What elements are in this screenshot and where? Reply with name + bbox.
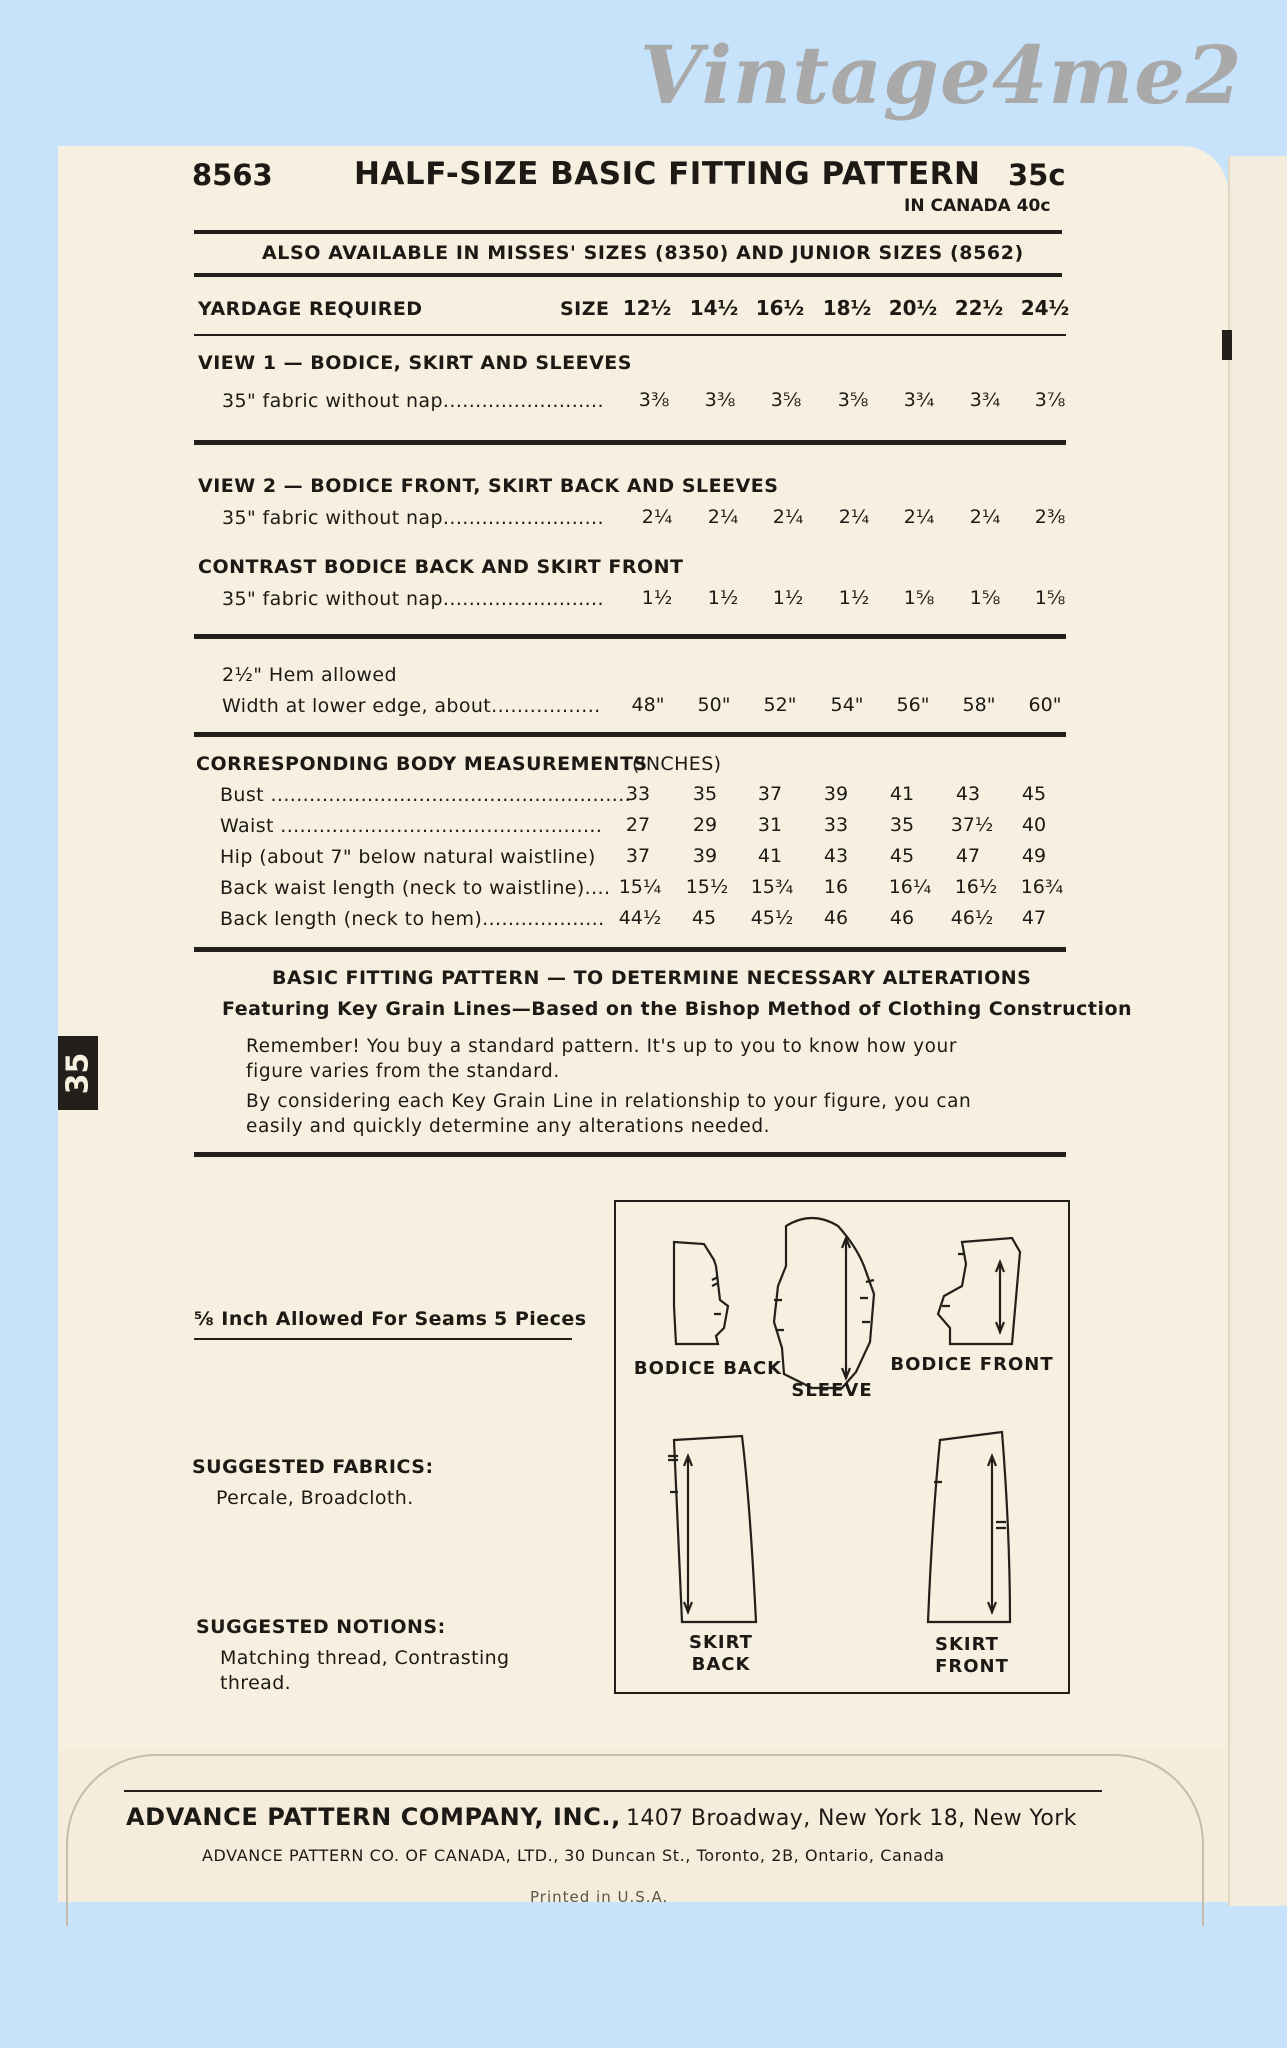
contrast-heading: CONTRAST BODICE BACK AND SKIRT FRONT — [198, 556, 684, 578]
yardage-value: 1½ — [641, 587, 673, 609]
measure-value: 29 — [692, 814, 718, 836]
pattern-title: HALF-SIZE BASIC FITTING PATTERN — [354, 156, 981, 192]
yardage-value: 3⅜ — [638, 389, 670, 411]
hem-width-value: 58" — [962, 694, 996, 716]
divider — [194, 634, 1066, 639]
divider — [194, 1338, 572, 1340]
yardage-value: 2¼ — [903, 506, 935, 528]
notions-text: Matching thread, Contrasting — [220, 1647, 510, 1669]
measure-value: 15¾ — [750, 876, 794, 898]
sleeve-label: SLEEVE — [791, 1380, 873, 1401]
measure-value: 46 — [889, 907, 915, 929]
measure-value: 41 — [889, 783, 915, 805]
edge-mark — [1222, 330, 1232, 360]
bust-label: Bust ........................................................ — [220, 784, 632, 806]
back-length-label: Back length (neck to hem)................... — [220, 908, 605, 930]
yardage-value: 3⅝ — [770, 389, 802, 411]
hem-width-value: 54" — [830, 694, 864, 716]
yardage-value: 2¼ — [969, 506, 1001, 528]
yardage-value: 3¾ — [969, 389, 1001, 411]
measure-value: 16¼ — [888, 876, 932, 898]
hem-width-value: 56" — [896, 694, 930, 716]
yardage-value: 1⅝ — [903, 587, 935, 609]
notions-text: thread. — [220, 1672, 292, 1694]
contrast-row-label: 35" fabric without nap......................... — [222, 588, 604, 610]
body-measurements-heading: CORRESPONDING BODY MEASUREMENTS — [196, 753, 648, 775]
yardage-value: 1½ — [772, 587, 804, 609]
pattern-price: 35c — [1008, 158, 1066, 192]
yardage-value: 1⅝ — [969, 587, 1001, 609]
view2-row-label: 35" fabric without nap......................... — [222, 507, 604, 529]
measure-value: 45 — [691, 907, 717, 929]
measure-value: 39 — [823, 783, 849, 805]
divider — [194, 440, 1066, 445]
measure-value: 46½ — [950, 907, 994, 929]
yardage-value: 2¼ — [772, 506, 804, 528]
yardage-label: YARDAGE REQUIRED — [198, 298, 423, 320]
size-value: 24½ — [1020, 296, 1070, 320]
fitting-subheading: Featuring Key Grain Lines—Based on the Bishop Method of Clothing Construction — [222, 998, 1133, 1020]
skirt-back-label: BACK — [691, 1654, 751, 1675]
fitting-paragraph-line: Remember! You buy a standard pattern. It's up to you to know how your — [246, 1036, 958, 1057]
yardage-value: 1⅝ — [1034, 587, 1066, 609]
measure-value: 16¾ — [1020, 876, 1064, 898]
fitting-heading: BASIC FITTING PATTERN — TO DETERMINE NECESSARY ALTERATIONS — [272, 967, 1032, 989]
size-value: 20½ — [888, 296, 938, 320]
measure-value: 37½ — [950, 814, 994, 836]
measure-value: 33 — [823, 814, 849, 836]
footer-company-line — [126, 1803, 1077, 1831]
skirt-front-label: FRONT — [935, 1656, 1009, 1677]
divider — [124, 1790, 1102, 1792]
fabrics-text: Percale, Broadcloth. — [216, 1487, 414, 1509]
notions-heading: SUGGESTED NOTIONS: — [196, 1616, 446, 1638]
size-value: 18½ — [822, 296, 872, 320]
measure-value: 15½ — [685, 876, 729, 898]
size-value: 14½ — [689, 296, 739, 320]
pattern-pieces-drawing — [616, 1202, 1068, 1692]
yardage-value: 3⅞ — [1034, 389, 1066, 411]
skirt-front-label: SKIRT — [935, 1634, 999, 1655]
measure-value: 45 — [889, 845, 915, 867]
measure-value: 45½ — [750, 907, 794, 929]
body-measurements-unit: (INCHES) — [632, 753, 722, 775]
pattern-pieces-diagram — [614, 1200, 1070, 1694]
canada-company-address: 30 Duncan St., Toronto, 2B, Ontario, Canada — [564, 1846, 945, 1865]
waist-label: Waist .................................................. — [220, 815, 603, 837]
size-value: 22½ — [954, 296, 1004, 320]
measure-value: 37 — [757, 783, 783, 805]
yardage-value: 1½ — [838, 587, 870, 609]
hip-label: Hip (about 7" below natural waistline) — [220, 846, 596, 868]
divider — [194, 273, 1062, 277]
yardage-value: 3¾ — [903, 389, 935, 411]
divider — [194, 230, 1062, 234]
envelope-edge — [1228, 156, 1287, 1906]
measure-value: 16 — [823, 876, 849, 898]
hem-allowed: 2½" Hem allowed — [222, 664, 397, 686]
divider — [194, 732, 1066, 737]
measure-value: 43 — [823, 845, 849, 867]
measure-value: 47 — [1021, 907, 1047, 929]
yardage-value: 3⅝ — [837, 389, 869, 411]
fitting-paragraph-line: figure varies from the standard. — [246, 1061, 560, 1082]
fabrics-heading: SUGGESTED FABRICS: — [192, 1456, 434, 1478]
hem-width-value: 50" — [697, 694, 731, 716]
divider — [194, 1152, 1066, 1157]
measure-value: 46 — [823, 907, 849, 929]
measure-value: 15¼ — [618, 876, 662, 898]
hem-width-value: 48" — [631, 694, 665, 716]
size-label: SIZE — [560, 298, 610, 320]
measure-value: 35 — [692, 783, 718, 805]
also-available: ALSO AVAILABLE IN MISSES' SIZES (8350) AND JUNIOR SIZES (8562) — [262, 242, 1024, 264]
bodice-back-label: BODICE BACK — [633, 1358, 783, 1379]
measure-value: 47 — [955, 845, 981, 867]
measure-value: 35 — [889, 814, 915, 836]
measure-value: 49 — [1021, 845, 1047, 867]
canada-company-name: ADVANCE PATTERN CO. OF CANADA, LTD., — [202, 1846, 559, 1865]
hem-width-value: 52" — [763, 694, 797, 716]
measure-value: 16½ — [954, 876, 998, 898]
company-address: 1407 Broadway, New York 18, New York — [625, 1806, 1077, 1831]
size-value: 12½ — [622, 296, 672, 320]
size-tab: 35 — [58, 1036, 98, 1110]
view2-heading: VIEW 2 — BODICE FRONT, SKIRT BACK AND SLEEVES — [198, 475, 779, 497]
size-value: 16½ — [755, 296, 805, 320]
yardage-value: 2¼ — [641, 506, 673, 528]
divider — [194, 334, 1066, 336]
hem-width-value: 60" — [1028, 694, 1062, 716]
company-name: ADVANCE PATTERN COMPANY, INC., — [126, 1803, 621, 1831]
piece-count: 5 Pieces — [494, 1308, 587, 1330]
seam-allowance: ⅝ Inch Allowed For Seams — [194, 1308, 488, 1330]
yardage-value: 2¼ — [838, 506, 870, 528]
measure-value: 44½ — [618, 907, 662, 929]
fitting-paragraph-line: easily and quickly determine any alterations needed. — [246, 1116, 771, 1137]
measure-value: 31 — [757, 814, 783, 836]
yardage-value: 2⅜ — [1034, 506, 1066, 528]
bodice-front-label: BODICE FRONT — [890, 1354, 1054, 1375]
measure-value: 33 — [625, 783, 651, 805]
skirt-back-label: SKIRT — [689, 1632, 753, 1653]
yardage-value: 2¼ — [707, 506, 739, 528]
fitting-paragraph-line: By considering each Key Grain Line in relationship to your figure, you can — [246, 1091, 972, 1112]
measure-value: 37 — [625, 845, 651, 867]
measure-value: 43 — [955, 783, 981, 805]
hem-width-label: Width at lower edge, about................. — [222, 695, 601, 717]
watermark-logo: Vintage4me2 — [640, 28, 1243, 122]
pattern-number: 8563 — [192, 158, 273, 192]
measure-value: 39 — [692, 845, 718, 867]
back-waist-length-label: Back waist length (neck to waistline).... — [220, 877, 611, 899]
view1-row-label: 35" fabric without nap......................... — [222, 390, 604, 412]
canada-price: IN CANADA 40c — [904, 196, 1051, 216]
printed-in-usa: Printed in U.S.A. — [530, 1888, 669, 1902]
footer-canada-line — [202, 1846, 945, 1865]
divider — [194, 947, 1066, 952]
view1-heading: VIEW 1 — BODICE, SKIRT AND SLEEVES — [198, 352, 632, 374]
measure-value: 40 — [1021, 814, 1047, 836]
yardage-value: 1½ — [707, 587, 739, 609]
measure-value: 27 — [625, 814, 651, 836]
measure-value: 41 — [757, 845, 783, 867]
measure-value: 45 — [1021, 783, 1047, 805]
yardage-value: 3⅜ — [704, 389, 736, 411]
